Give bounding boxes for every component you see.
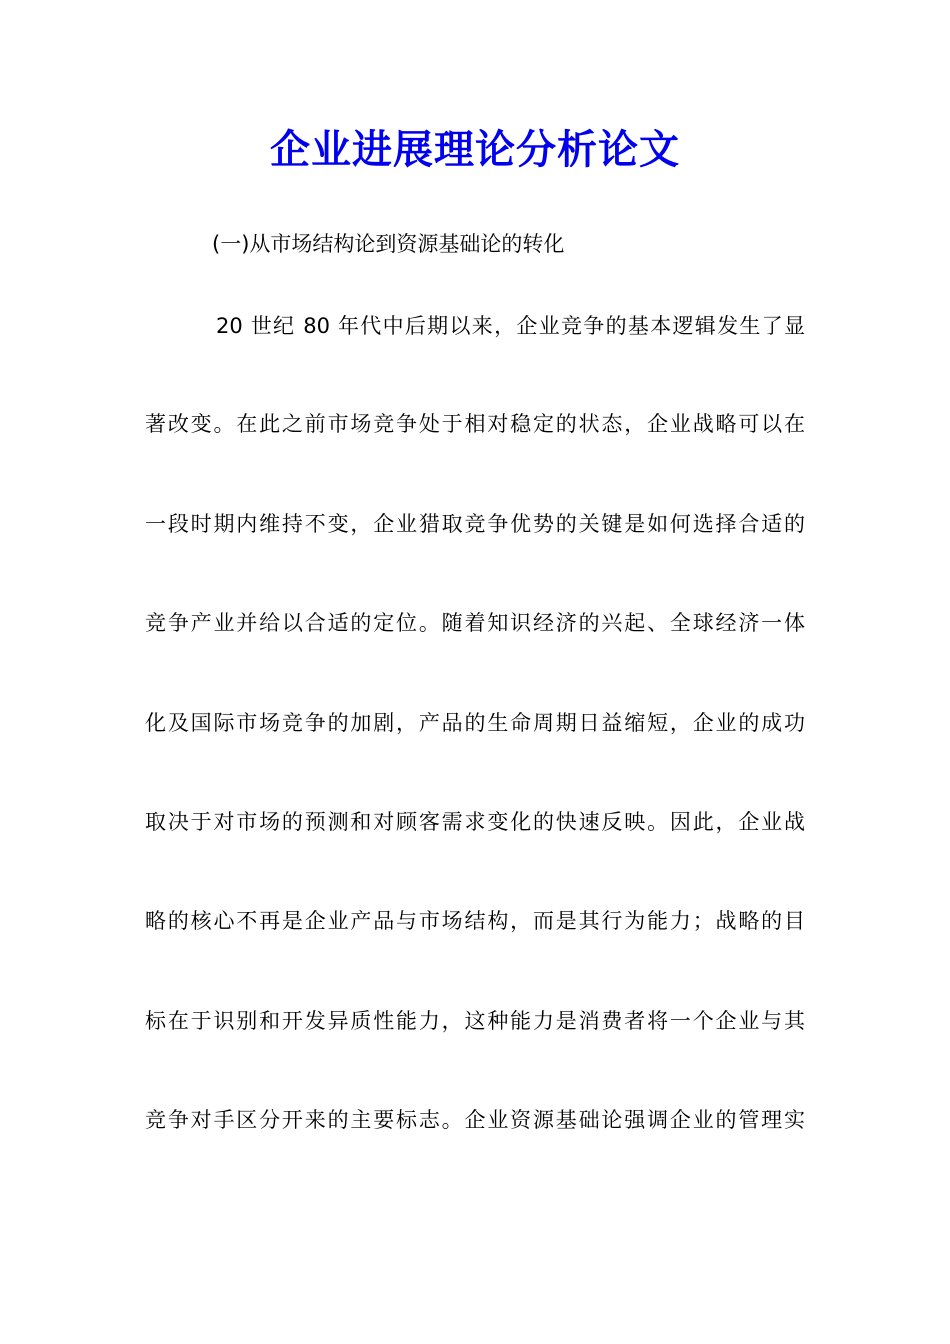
paragraph-line-2: 著改变。在此之前市场竞争处于相对稳定的状态，企业战略可以在 (145, 412, 805, 436)
paragraph-line-8: 标在于识别和开发异质性能力，这种能力是消费者将一个企业与其 (145, 1009, 805, 1033)
paragraph-line-5: 化及国际市场竞争的加剧，产品的生命周期日益缩短，企业的成功 (145, 711, 805, 735)
paragraph-line-6: 取决于对市场的预测和对顾客需求变化的快速反映。因此，企业战 (145, 810, 805, 834)
paragraph-line-1: 20 世纪 80 年代中后期以来，企业竞争的基本逻辑发生了显 (216, 314, 805, 338)
paragraph-line-4: 竞争产业并给以合适的定位。随着知识经济的兴起、全球经济一体 (145, 611, 805, 635)
document-title: 企业进展理论分析论文 (270, 126, 680, 173)
section-heading: (一)从市场结构论到资源基础论的转化 (212, 232, 565, 256)
paragraph-line-7: 略的核心不再是企业产品与市场结构，而是其行为能力；战略的目 (145, 909, 805, 933)
paragraph-line-9: 竞争对手区分开来的主要标志。企业资源基础论强调企业的管理实 (145, 1108, 805, 1132)
paragraph-line-3: 一段时期内维持不变，企业猎取竞争优势的关键是如何选择合适的 (145, 512, 805, 536)
